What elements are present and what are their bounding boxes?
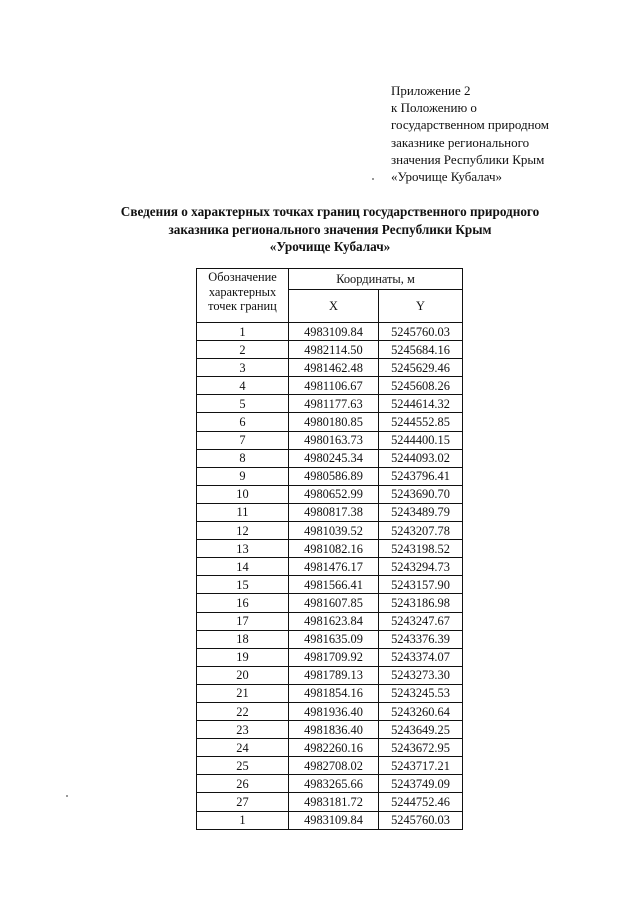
x-coordinate-cell: 4981623.84 [289, 612, 379, 630]
appendix-line: Приложение 2 [391, 83, 471, 98]
y-coordinate-cell: 5244614.32 [379, 395, 463, 413]
point-number-cell: 2 [197, 341, 289, 359]
table-row [197, 540, 463, 558]
y-coordinate-cell: 5243376.39 [379, 630, 463, 648]
y-header: Y [379, 290, 463, 323]
table-row [197, 793, 463, 811]
point-number-cell: 3 [197, 359, 289, 377]
title-line: Сведения о характерных точках границ государственного природного [120, 204, 540, 219]
table-row [197, 612, 463, 630]
point-number-cell: 5 [197, 395, 289, 413]
x-coordinate-cell: 4981936.40 [289, 702, 379, 720]
scan-speck [372, 178, 374, 180]
table-row [197, 739, 463, 757]
table-row [197, 666, 463, 684]
point-number-cell: 1 [197, 323, 289, 341]
appendix-line: государственном природном [391, 117, 550, 133]
point-number-cell: 27 [197, 793, 289, 811]
y-coordinate-cell: 5243690.70 [379, 485, 463, 503]
table-row [197, 503, 463, 521]
point-number-cell: 20 [197, 666, 289, 684]
point-number-cell: 7 [197, 431, 289, 449]
y-coordinate-cell: 5245684.16 [379, 341, 463, 359]
y-coordinate-cell: 5243157.90 [379, 576, 463, 594]
y-coordinate-cell: 5245629.46 [379, 359, 463, 377]
table-row [197, 341, 463, 359]
y-coordinate-cell: 5243489.79 [379, 503, 463, 521]
coordinates-table [196, 268, 463, 830]
table-row [197, 449, 463, 467]
y-coordinate-cell: 5243198.52 [379, 540, 463, 558]
x-coordinate-cell: 4981106.67 [289, 377, 379, 395]
y-coordinate-cell: 5243717.21 [379, 757, 463, 775]
document-title [40, 203, 620, 256]
table-row [197, 377, 463, 395]
table-row [197, 323, 463, 341]
point-number-cell: 10 [197, 485, 289, 503]
x-coordinate-cell: 4981039.52 [289, 522, 379, 540]
coordinates-header: Координаты, м [289, 269, 463, 290]
x-coordinate-cell: 4981476.17 [289, 558, 379, 576]
table-row [197, 594, 463, 612]
x-coordinate-cell: 4983109.84 [289, 811, 379, 829]
point-number-cell: 16 [197, 594, 289, 612]
x-coordinate-cell: 4982260.16 [289, 739, 379, 757]
table-row [197, 630, 463, 648]
x-header: X [289, 290, 379, 323]
x-coordinate-cell: 4982114.50 [289, 341, 379, 359]
point-name-header: Обозначение характерных точек границ [197, 269, 289, 323]
point-number-cell: 21 [197, 684, 289, 702]
title-line: «Урочище Кубалач» [269, 239, 391, 254]
table-row [197, 702, 463, 720]
appendix-line: значения Республики Крым [391, 151, 545, 167]
x-coordinate-cell: 4981566.41 [289, 576, 379, 594]
y-coordinate-cell: 5244752.46 [379, 793, 463, 811]
x-coordinate-cell: 4981462.48 [289, 359, 379, 377]
table-row [197, 359, 463, 377]
x-coordinate-cell: 4982708.02 [289, 757, 379, 775]
y-coordinate-cell: 5245608.26 [379, 377, 463, 395]
y-coordinate-cell: 5243247.67 [379, 612, 463, 630]
point-number-cell: 8 [197, 449, 289, 467]
x-coordinate-cell: 4981082.16 [289, 540, 379, 558]
appendix-line: к Положению о [391, 100, 477, 116]
x-coordinate-cell: 4981607.85 [289, 594, 379, 612]
scan-speck [66, 795, 68, 797]
point-number-cell: 13 [197, 540, 289, 558]
x-coordinate-cell: 4980180.85 [289, 413, 379, 431]
point-number-cell: 17 [197, 612, 289, 630]
y-coordinate-cell: 5243374.07 [379, 648, 463, 666]
y-coordinate-cell: 5243749.09 [379, 775, 463, 793]
table-row [197, 522, 463, 540]
title-line: заказника регионального значения Республики Крым [168, 221, 492, 237]
point-number-cell: 9 [197, 467, 289, 485]
point-number-cell: 1 [197, 811, 289, 829]
x-coordinate-cell: 4981789.13 [289, 666, 379, 684]
table-row [197, 576, 463, 594]
point-number-cell: 22 [197, 702, 289, 720]
y-coordinate-cell: 5243260.64 [379, 702, 463, 720]
table-row [197, 757, 463, 775]
point-number-cell: 14 [197, 558, 289, 576]
point-number-cell: 18 [197, 630, 289, 648]
point-number-cell: 24 [197, 739, 289, 757]
y-coordinate-cell: 5243649.25 [379, 721, 463, 739]
appendix-line: заказнике регионального [391, 134, 530, 150]
table-row [197, 431, 463, 449]
table-row [197, 413, 463, 431]
x-coordinate-cell: 4980817.38 [289, 503, 379, 521]
y-coordinate-cell: 5244552.85 [379, 413, 463, 431]
x-coordinate-cell: 4983181.72 [289, 793, 379, 811]
point-number-cell: 23 [197, 721, 289, 739]
point-number-cell: 25 [197, 757, 289, 775]
y-coordinate-cell: 5243294.73 [379, 558, 463, 576]
point-number-cell: 15 [197, 576, 289, 594]
point-number-cell: 12 [197, 522, 289, 540]
y-coordinate-cell: 5245760.03 [379, 323, 463, 341]
x-coordinate-cell: 4981854.16 [289, 684, 379, 702]
y-coordinate-cell: 5243796.41 [379, 467, 463, 485]
point-number-cell: 26 [197, 775, 289, 793]
x-coordinate-cell: 4983265.66 [289, 775, 379, 793]
y-coordinate-cell: 5243245.53 [379, 684, 463, 702]
table-row [197, 811, 463, 829]
y-coordinate-cell: 5244093.02 [379, 449, 463, 467]
appendix-block [391, 82, 621, 185]
x-coordinate-cell: 4981635.09 [289, 630, 379, 648]
x-coordinate-cell: 4981177.63 [289, 395, 379, 413]
x-coordinate-cell: 4981709.92 [289, 648, 379, 666]
x-coordinate-cell: 4980163.73 [289, 431, 379, 449]
x-coordinate-cell: 4981836.40 [289, 721, 379, 739]
point-number-cell: 4 [197, 377, 289, 395]
table-row [197, 775, 463, 793]
y-coordinate-cell: 5244400.15 [379, 431, 463, 449]
table-body [197, 323, 463, 830]
x-coordinate-cell: 4983109.84 [289, 323, 379, 341]
table-row [197, 648, 463, 666]
point-number-cell: 11 [197, 503, 289, 521]
table-row [197, 684, 463, 702]
appendix-line: «Урочище Кубалач» [391, 169, 503, 185]
x-coordinate-cell: 4980652.99 [289, 485, 379, 503]
x-coordinate-cell: 4980586.89 [289, 467, 379, 485]
table-row [197, 558, 463, 576]
y-coordinate-cell: 5243186.98 [379, 594, 463, 612]
table-row [197, 721, 463, 739]
y-coordinate-cell: 5243672.95 [379, 739, 463, 757]
table-row [197, 467, 463, 485]
point-number-cell: 6 [197, 413, 289, 431]
table-row [197, 485, 463, 503]
table-row [197, 395, 463, 413]
y-coordinate-cell: 5243207.78 [379, 522, 463, 540]
x-coordinate-cell: 4980245.34 [289, 449, 379, 467]
point-number-cell: 19 [197, 648, 289, 666]
y-coordinate-cell: 5245760.03 [379, 811, 463, 829]
y-coordinate-cell: 5243273.30 [379, 666, 463, 684]
